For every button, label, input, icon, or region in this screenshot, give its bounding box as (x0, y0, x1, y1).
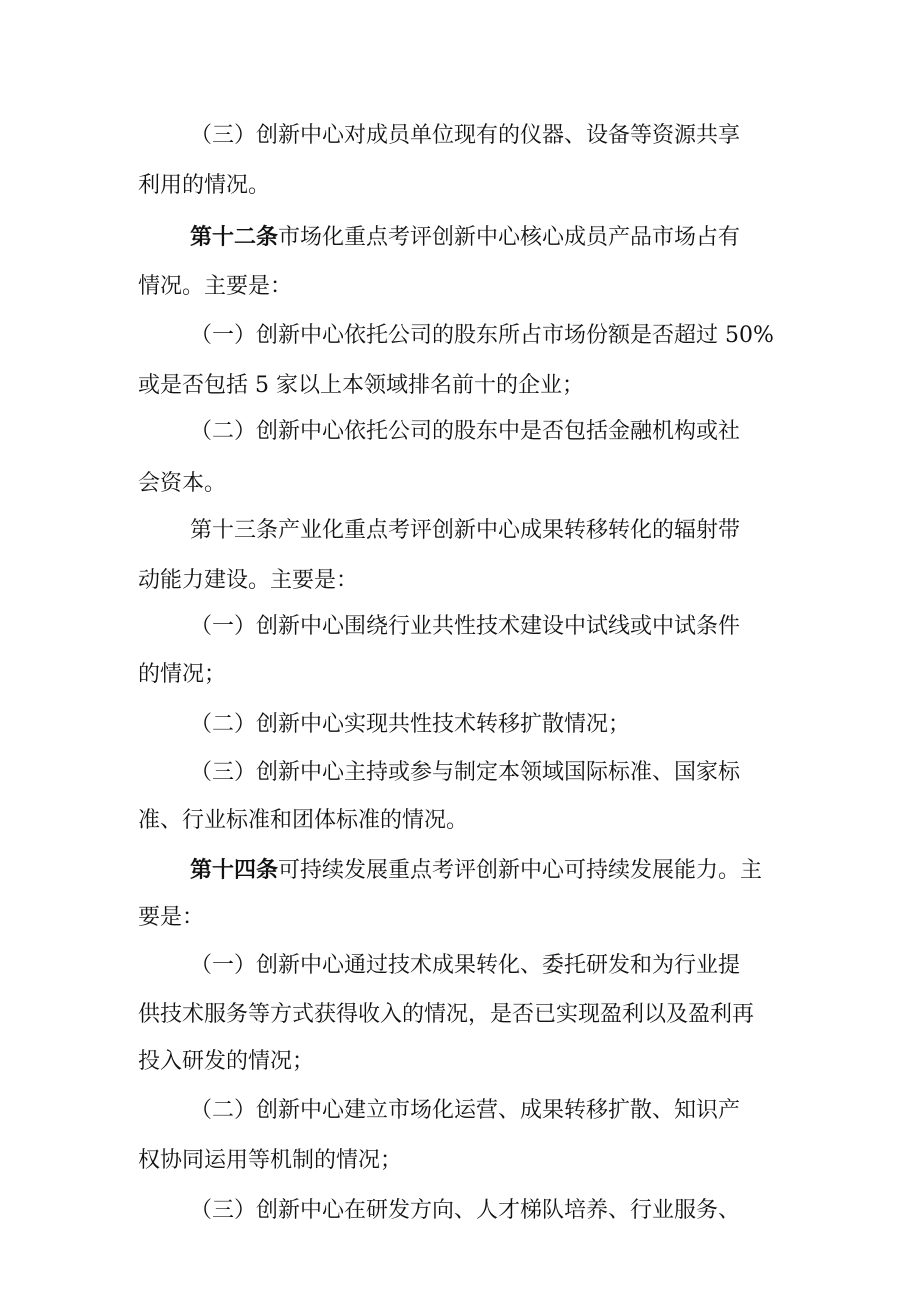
paragraph-line: （三）创新中心主持或参与制定本领域国际标准、国家标 (190, 760, 741, 785)
paragraph-line: （一）创新中心依托公司的股东所占市场份额是否超过 50% (190, 323, 774, 348)
paragraph-line: （三）创新中心在研发方向、人才梯队培养、行业服务、 (190, 1198, 741, 1223)
paragraph-line: 要是： (138, 905, 205, 930)
paragraph-line: 的情况； (138, 662, 227, 687)
article-12-text: 市场化重点考评创新中心核心成员产品市场占有 (278, 225, 741, 250)
article-12-line (190, 222, 740, 253)
paragraph-line: 会资本。 (138, 471, 227, 496)
paragraph-line: 准、行业标准和团体标准的情况。 (138, 808, 469, 833)
paragraph-line: （二）创新中心实现共性技术转移扩散情况； (190, 712, 631, 737)
paragraph-line: （二）创新中心建立市场化运营、成果转移扩散、知识产 (190, 1098, 741, 1123)
article-14-text: 可持续发展重点考评创新中心可持续发展能力。主 (278, 858, 763, 883)
paragraph-line: 权协同运用等机制的情况； (138, 1148, 403, 1173)
paragraph-line: 利用的情况。 (138, 173, 271, 198)
paragraph-line: （三）创新中心对成员单位现有的仪器、设备等资源共享 (190, 123, 741, 148)
article-12-label: 第十二条 (190, 224, 279, 250)
paragraph-line: 情况。主要是： (138, 274, 293, 299)
paragraph-line: 供技术服务等方式获得收入的情况，是否已实现盈利以及盈利再 (138, 1002, 755, 1027)
paragraph-line: （一）创新中心围绕行业共性技术建设中试线或中试条件 (190, 614, 741, 639)
article-14-label: 第十四条 (190, 857, 279, 883)
paragraph-line: 或是否包括 5 家以上本领域排名前十的企业； (138, 373, 584, 398)
paragraph-line: （二）创新中心依托公司的股东中是否包括金融机构或社 (190, 419, 741, 444)
article-13-line: 第十三条产业化重点考评创新中心成果转移转化的辐射带 (190, 518, 741, 543)
paragraph-line: 投入研发的情况； (138, 1049, 315, 1074)
paragraph-line: 动能力建设。主要是： (138, 568, 359, 593)
article-14-line (190, 855, 762, 886)
paragraph-line: （一）创新中心通过技术成果转化、委托研发和为行业提 (190, 953, 741, 978)
